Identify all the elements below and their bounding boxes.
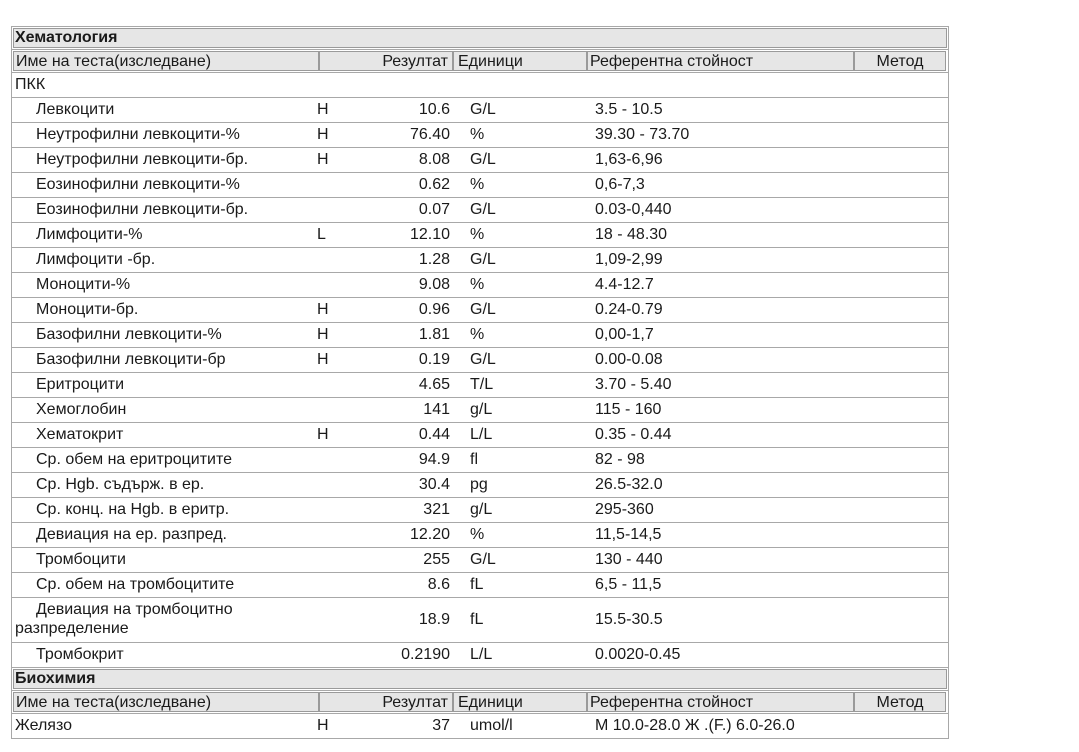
reference-range: 295-360 [595, 501, 654, 518]
reference-range: 1,63-6,96 [595, 151, 663, 168]
reference-range: 82 - 98 [595, 451, 645, 468]
table-row [12, 642, 948, 667]
test-name: Девиация на тромбоцитно [36, 601, 233, 618]
reference-range: 0,00-1,7 [595, 326, 654, 343]
table-row [12, 122, 948, 147]
table-row [12, 197, 948, 222]
result-value: 321 [423, 501, 450, 518]
flag: H [317, 126, 329, 143]
table-row [12, 247, 948, 272]
table-row [12, 372, 948, 397]
table-row [12, 172, 948, 197]
reference-range: М 10.0-28.0 Ж .(F.) 6.0-26.0 [595, 717, 795, 734]
result-value: 12.10 [409, 226, 450, 243]
test-name: Ср. обем на еритроцитите [36, 451, 233, 468]
result-value: 8.6 [427, 576, 450, 593]
unit: G/L [470, 101, 496, 118]
reference-range: 0.24-0.79 [595, 301, 663, 318]
unit: % [470, 226, 485, 243]
group-row [12, 72, 948, 97]
header-units: Единици [453, 692, 587, 712]
result-value: 37 [432, 717, 450, 734]
header-units: Единици [453, 51, 587, 71]
table-row [12, 447, 948, 472]
result-value: 10.6 [418, 101, 450, 118]
table-row [12, 497, 948, 522]
lab-results-table [11, 26, 949, 739]
test-name: Ср. обем на тромбоцитите [36, 576, 235, 593]
test-name: Ср. Hgb. съдърж. в ер. [36, 476, 205, 493]
reference-range: 0.00-0.08 [595, 351, 663, 368]
result-value: 1.28 [418, 251, 450, 268]
test-name: Хемоглобин [36, 401, 127, 418]
unit: % [470, 526, 485, 543]
test-name: Девиация на ер. разпред. [36, 526, 227, 543]
unit: % [470, 326, 485, 343]
test-name: Хематокрит [36, 426, 124, 443]
unit: L/L [470, 426, 493, 443]
test-name: Базофилни левкоцити-бр [36, 351, 226, 368]
table-row [12, 347, 948, 372]
result-value: 12.20 [409, 526, 450, 543]
reference-range: 39.30 - 73.70 [595, 126, 690, 143]
section-biochemistry [12, 667, 948, 690]
result-value: 8.08 [418, 151, 450, 168]
test-name: Неутрофилни левкоцити-% [36, 126, 240, 143]
test-name: Моноцити-бр. [36, 301, 139, 318]
result-value: 18.9 [418, 611, 450, 628]
unit: g/L [470, 401, 493, 418]
flag: H [317, 101, 329, 118]
reference-range: 15.5-30.5 [595, 611, 663, 628]
reference-range: 18 - 48.30 [595, 226, 668, 243]
test-name: Желязо [15, 717, 72, 734]
unit: fL [470, 611, 484, 628]
table-row [12, 97, 948, 122]
flag: H [317, 326, 329, 343]
reference-range: 130 - 440 [595, 551, 663, 568]
result-value: 0.07 [418, 201, 450, 218]
header-reference: Референтна стойност [587, 692, 854, 712]
test-name: Неутрофилни левкоцити-бр. [36, 151, 249, 168]
test-name: Тромбоцити [36, 551, 126, 568]
result-value: 0.19 [418, 351, 450, 368]
reference-range: 6,5 - 11,5 [595, 576, 662, 593]
unit: umol/l [470, 717, 513, 734]
table-row [12, 547, 948, 572]
section-title: Хематология [15, 29, 118, 46]
table-row [12, 597, 948, 642]
unit: % [470, 176, 485, 193]
table-row [12, 222, 948, 247]
unit: % [470, 276, 485, 293]
test-name: Лимфоцити-% [36, 226, 143, 243]
column-header-row [12, 49, 948, 72]
table-row [12, 272, 948, 297]
unit: L/L [470, 646, 493, 663]
table-row [12, 572, 948, 597]
unit: pg [470, 476, 488, 493]
result-value: 4.65 [418, 376, 450, 393]
result-value: 1.81 [418, 326, 450, 343]
flag: H [317, 351, 329, 368]
result-value: 255 [423, 551, 450, 568]
result-value: 76.40 [409, 126, 450, 143]
header-result: Резултат [319, 692, 453, 712]
result-value: 141 [423, 401, 450, 418]
result-value: 0.2190 [401, 646, 450, 663]
table-row [12, 472, 948, 497]
header-test-name: Име на теста(изследване) [13, 692, 319, 712]
flag: L [317, 226, 326, 243]
table-row [12, 397, 948, 422]
result-value: 0.62 [418, 176, 450, 193]
unit: G/L [470, 351, 496, 368]
unit: G/L [470, 551, 496, 568]
flag: H [317, 301, 329, 318]
result-value: 0.44 [418, 426, 450, 443]
header-method: Метод [854, 692, 946, 712]
reference-range: 115 - 160 [595, 401, 662, 418]
section-title: Биохимия [15, 670, 96, 687]
test-name: Моноцити-% [36, 276, 131, 293]
header-method: Метод [854, 51, 946, 71]
table-row [12, 147, 948, 172]
test-name: Еозинофилни левкоцити-бр. [36, 201, 249, 218]
unit: fL [470, 576, 484, 593]
table-row [12, 713, 948, 738]
reference-range: 4.4-12.7 [595, 276, 654, 293]
group-label: ПКК [15, 76, 46, 93]
header-reference: Референтна стойност [587, 51, 854, 71]
header-result: Резултат [319, 51, 453, 71]
reference-range: 3.5 - 10.5 [595, 101, 663, 118]
table-row [12, 297, 948, 322]
section-hematology [12, 26, 948, 49]
test-name: Еритроцити [36, 376, 124, 393]
test-name: Левкоцити [36, 101, 115, 118]
test-name: Лимфоцити -бр. [36, 251, 156, 268]
reference-range: 3.70 - 5.40 [595, 376, 672, 393]
test-name: Базофилни левкоцити-% [36, 326, 222, 343]
unit: % [470, 126, 485, 143]
table-row [12, 522, 948, 547]
reference-range: 1,09-2,99 [595, 251, 663, 268]
test-name: Еозинофилни левкоцити-% [36, 176, 240, 193]
unit: G/L [470, 201, 496, 218]
column-header-row [12, 690, 948, 713]
reference-range: 0.03-0,440 [595, 201, 672, 218]
table-row [12, 322, 948, 347]
reference-range: 0,6-7,3 [595, 176, 645, 193]
table-row [12, 422, 948, 447]
result-value: 30.4 [418, 476, 450, 493]
flag: H [317, 717, 329, 734]
test-name: Ср. конц. на Hgb. в еритр. [36, 501, 230, 518]
unit: G/L [470, 151, 496, 168]
result-value: 94.9 [418, 451, 450, 468]
unit: g/L [470, 501, 493, 518]
unit: T/L [470, 376, 494, 393]
test-name-continued: разпределение [15, 620, 129, 637]
flag: H [317, 426, 329, 443]
unit: G/L [470, 301, 496, 318]
unit: fl [470, 451, 478, 468]
reference-range: 26.5-32.0 [595, 476, 663, 493]
reference-range: 0.35 - 0.44 [595, 426, 672, 443]
reference-range: 0.0020-0.45 [595, 646, 681, 663]
unit: G/L [470, 251, 496, 268]
test-name: Тромбокрит [36, 646, 124, 663]
header-test-name: Име на теста(изследване) [13, 51, 319, 71]
reference-range: 11,5-14,5 [595, 526, 662, 543]
flag: H [317, 151, 329, 168]
result-value: 9.08 [418, 276, 450, 293]
result-value: 0.96 [418, 301, 450, 318]
